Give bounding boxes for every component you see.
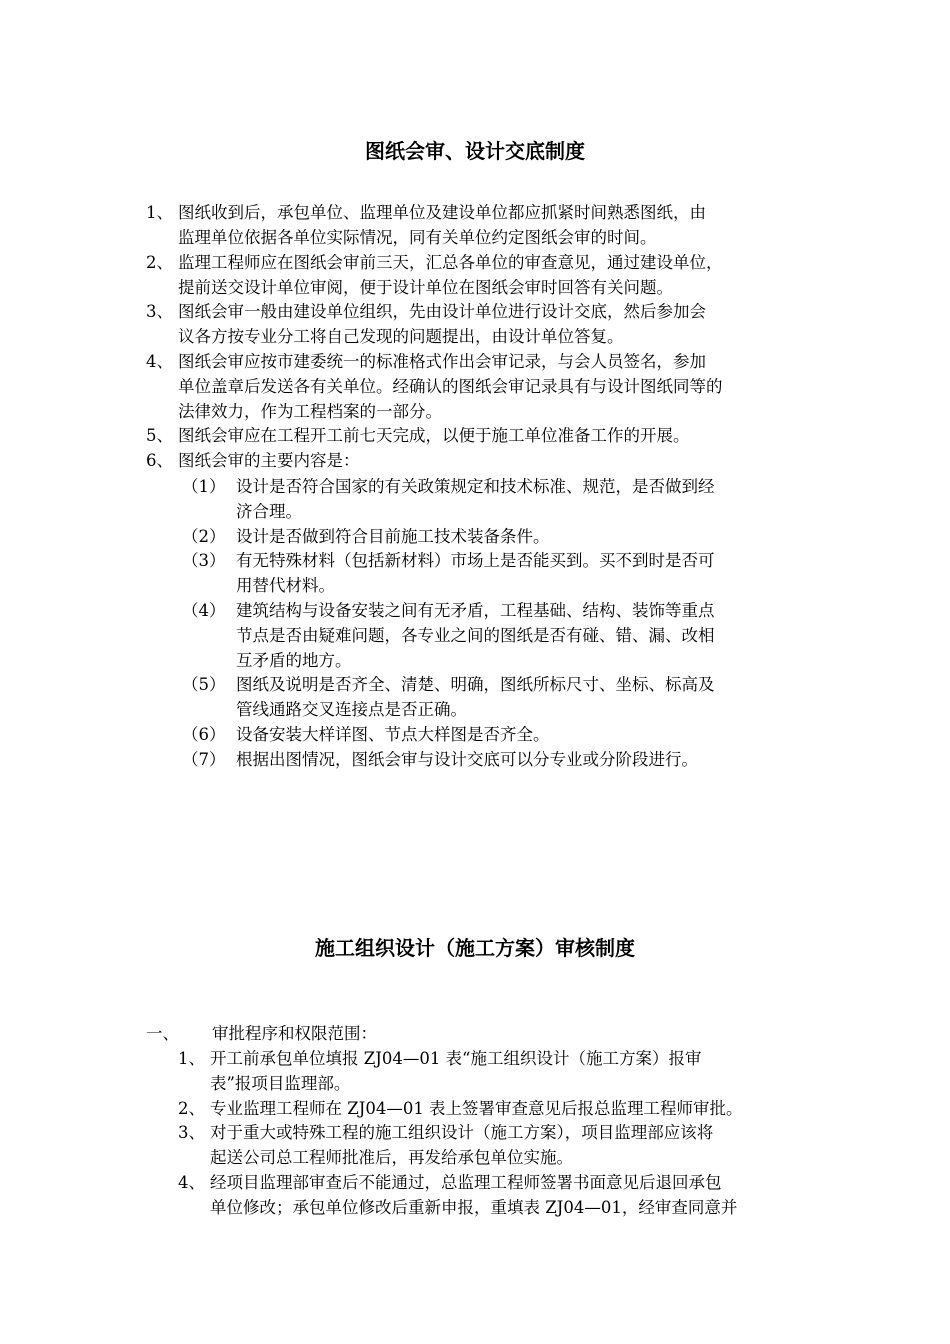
sub-list-item-number: （7）: [182, 749, 226, 769]
sub-list-item-text: [236, 548, 715, 598]
list-item-text: [178, 423, 690, 448]
sub-list-item-number: （4）: [182, 601, 226, 620]
list-item-number: 1、: [146, 203, 173, 222]
sub-list-item-line: 济合理。: [236, 502, 302, 521]
section1-title: 图纸会审、设计交底制度: [365, 139, 585, 163]
list-item-line: 提前送交设计单位审阅，便于设计单位在图纸会审时回答有关问题。: [178, 277, 673, 297]
list-item-line: 图纸会审的主要内容是：: [178, 451, 360, 470]
sub-list-item-text: [236, 524, 550, 549]
list-item-line: 图纸会审应按市建委统一的标准格式作出会审记录，与会人员签名，参加: [178, 351, 706, 371]
sub-list-item-line: 有无特殊材料（包括新材料）市场上是否能买到。买不到时是否可: [236, 551, 715, 571]
sub-list-item-line: 设计是否符合国家的有关政策规定和技术标准、规范，是否做到经: [236, 477, 715, 496]
list-item-text: [178, 349, 723, 424]
procedure-item-number: 3、: [178, 1123, 205, 1143]
procedure-item-line: 起送公司总工程师批准后，再发给承包单位实施。: [210, 1148, 573, 1168]
procedure-item-line: 单位修改；承包单位修改后重新申报，重填表 ZJ04—01，经审查同意并: [210, 1198, 738, 1217]
list-item-number: 6、: [146, 451, 173, 470]
procedure-item-number: 4、: [178, 1173, 205, 1192]
list-item-line: 议各方按专业分工将自己发现的问题提出，由设计单位答复。: [178, 327, 624, 347]
list-item-number: 4、: [146, 351, 173, 371]
procedure-item-text: [210, 1170, 737, 1220]
list-item-line: 图纸收到后，承包单位、监理单位及建设单位都应抓紧时间熟悉图纸，由: [178, 203, 706, 222]
list-item-text: [178, 200, 706, 250]
sub-list-item-text: [236, 598, 715, 673]
sub-list-item-text: [236, 747, 698, 772]
sub-list-item-line: 管线通路交叉连接点是否正确。: [236, 700, 467, 720]
list-item-text: [178, 299, 706, 349]
sub-list-item-line: 互矛盾的地方。: [236, 651, 352, 670]
procedure-item-line: 经项目监理部审查后不能通过，总监理工程师签署书面意见后退回承包: [210, 1173, 722, 1192]
procedure-item-line: 表”报项目监理部。: [210, 1074, 351, 1093]
list-item-text: [178, 250, 723, 300]
procedure-item-number: 2、: [178, 1098, 205, 1118]
sub-list-item-text: [236, 474, 715, 524]
list-item-line: 图纸会审一般由建设单位组织，先由设计单位进行设计交底，然后参加会: [178, 302, 706, 322]
sub-list-item-number: （1）: [182, 477, 226, 496]
sub-list-item-text: [236, 672, 715, 722]
list-item-line: 法律效力，作为工程档案的一部分。: [178, 401, 442, 421]
list-item-number: 5、: [146, 426, 173, 446]
list-item-line: 图纸会审应在工程开工前七天完成，以便于施工单位准备工作的开展。: [178, 426, 690, 446]
sub-list-item-line: 用替代材料。: [236, 576, 335, 596]
section2-heading-text: 审批程序和权限范围：: [212, 1024, 377, 1043]
sub-list-item-line: 设备安装大样详图、节点大样图是否齐全。: [236, 725, 550, 744]
section2-title: 施工组织设计（施工方案）审核制度: [315, 936, 635, 960]
sub-list-item-line: 根据出图情况，图纸会审与设计交底可以分专业或分阶段进行。: [236, 749, 698, 769]
sub-list-item-number: （3）: [182, 551, 226, 571]
procedure-item-text: [210, 1120, 713, 1170]
list-item-line: 监理工程师应在图纸会审前三天，汇总各单位的审查意见，通过建设单位，: [178, 252, 723, 272]
list-item-line: 单位盖章后发送各有关单位。经确认的图纸会审记录具有与设计图纸同等的: [178, 376, 723, 396]
sub-list-item-line: 设计是否做到符合目前施工技术装备条件。: [236, 526, 550, 546]
procedure-item-line: 对于重大或特殊工程的施工组织设计（施工方案），项目监理部应该将: [210, 1123, 714, 1143]
list-item-line: 监理单位依据各单位实际情况，同有关单位约定图纸会审的时间。: [178, 228, 657, 247]
procedure-item-number: 1、: [178, 1049, 205, 1068]
sub-list-item-number: （2）: [182, 526, 226, 546]
sub-list-item-number: （5）: [182, 675, 226, 695]
list-item-number: 2、: [146, 252, 173, 272]
list-item-text: [178, 448, 360, 473]
sub-list-item-text: [236, 722, 550, 747]
sub-list-item-line: 节点是否由疑难问题，各专业之间的图纸是否有碰、错、漏、改相: [236, 626, 715, 645]
procedure-item-line: 专业监理工程师在 ZJ04—01 表上签署审查意见后报总监理工程师审批。: [210, 1098, 743, 1118]
sub-list-item-line: 图纸及说明是否齐全、清楚、明确，图纸所标尺寸、坐标、标高及: [236, 675, 715, 695]
list-item-number: 3、: [146, 302, 173, 322]
procedure-item-line: 开工前承包单位填报 ZJ04—01 表“施工组织设计（施工方案）报审: [210, 1049, 702, 1068]
sub-list-item-number: （6）: [182, 725, 226, 744]
sub-list-item-line: 建筑结构与设备安装之间有无矛盾，工程基础、结构、装饰等重点: [236, 601, 715, 620]
section2-heading-num: 一、: [146, 1024, 179, 1043]
procedure-item-text: [210, 1046, 702, 1096]
procedure-item-text: [210, 1096, 743, 1121]
